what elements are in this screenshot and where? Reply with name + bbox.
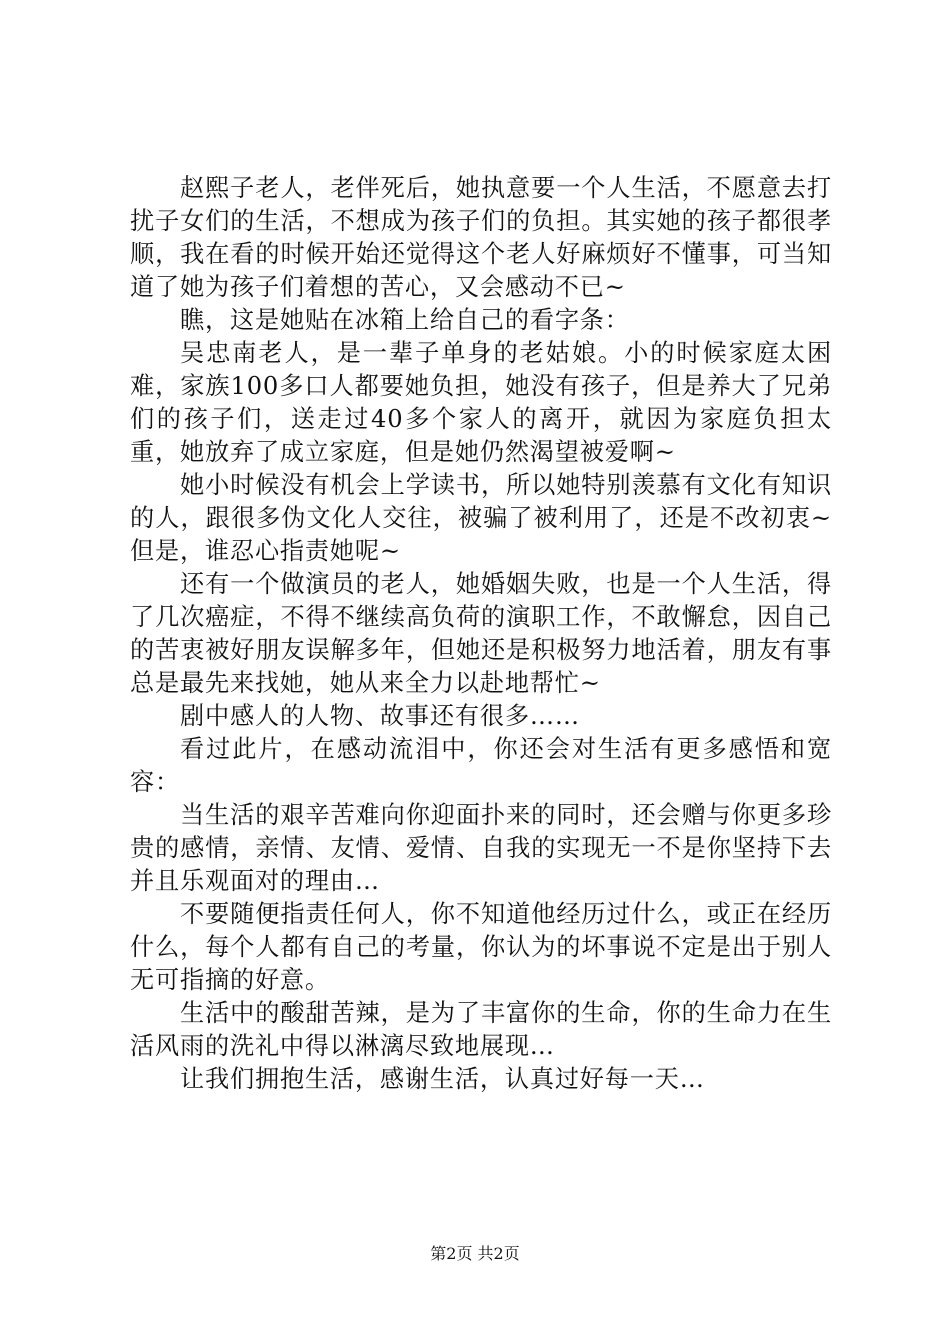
paragraph-wu-zhongnan: 吴忠南老人，是一辈子单身的老姑娘。小的时候家庭太困难，家族100多口人都要她负担，她没有孩子，但是养大了兄弟们的孩子们，送走过40多个家人的离开，就因为家庭负担太重，她放弃了成立家庭，但是她仍然渴望被爱啊~ xyxy=(130,339,832,466)
paragraph-zhao-xizi: 赵熙子老人，老伴死后，她执意要一个人生活，不愿意去打扰子女们的生活，不想成为孩子们的负担。其实她的孩子都很孝顺，我在看的时候开始还觉得这个老人好麻烦好不懂事，可当知道了她为孩子们着想的苦心，又会感动不已~ xyxy=(130,174,832,301)
paragraph-after-watching: 看过此片，在感动流泪中，你还会对生活有更多感悟和宽容： xyxy=(130,735,832,796)
page-number-footer: 第2页 共2页 xyxy=(430,1244,520,1263)
paragraph-actress: 还有一个做演员的老人，她婚姻失败，也是一个人生活，得了几次癌症，不得不继续高负荷的演职工作，不敢懈怠，因自己的苦衷被好朋友误解多年，但她还是积极努力地活着，朋友有事总是最先来找她，她从来全力以赴地帮忙~ xyxy=(130,570,832,697)
paragraph-more-stories: 剧中感人的人物、故事还有很多…… xyxy=(180,702,580,730)
paragraph-hardship: 当生活的艰辛苦难向你迎面扑来的同时，还会赠与你更多珍贵的感情，亲情、友情、爱情、自我的实现无一不是你坚持下去并且乐观面对的理由… xyxy=(130,801,832,895)
paragraph-dont-blame: 不要随便指责任何人，你不知道他经历过什么，或正在经历什么，每个人都有自己的考量，你认为的坏事说不定是出于别人无可指摘的好意。 xyxy=(130,900,832,994)
paragraph-childhood: 她小时候没有机会上学读书，所以她特别羡慕有文化有知识的人，跟很多伪文化人交往，被骗了被利用了，还是不改初衷~但是，谁忍心指责她呢~ xyxy=(130,471,832,565)
paragraph-fridge-note: 瞧，这是她贴在冰箱上给自己的看字条： xyxy=(180,306,630,334)
paragraph-flavors-of-life: 生活中的酸甜苦辣，是为了丰富你的生命，你的生命力在生活风雨的洗礼中得以淋漓尽致地展现… xyxy=(130,999,832,1060)
paragraph-embrace-life: 让我们拥抱生活，感谢生活，认真过好每一天… xyxy=(180,1065,705,1093)
document-body xyxy=(130,172,832,1096)
